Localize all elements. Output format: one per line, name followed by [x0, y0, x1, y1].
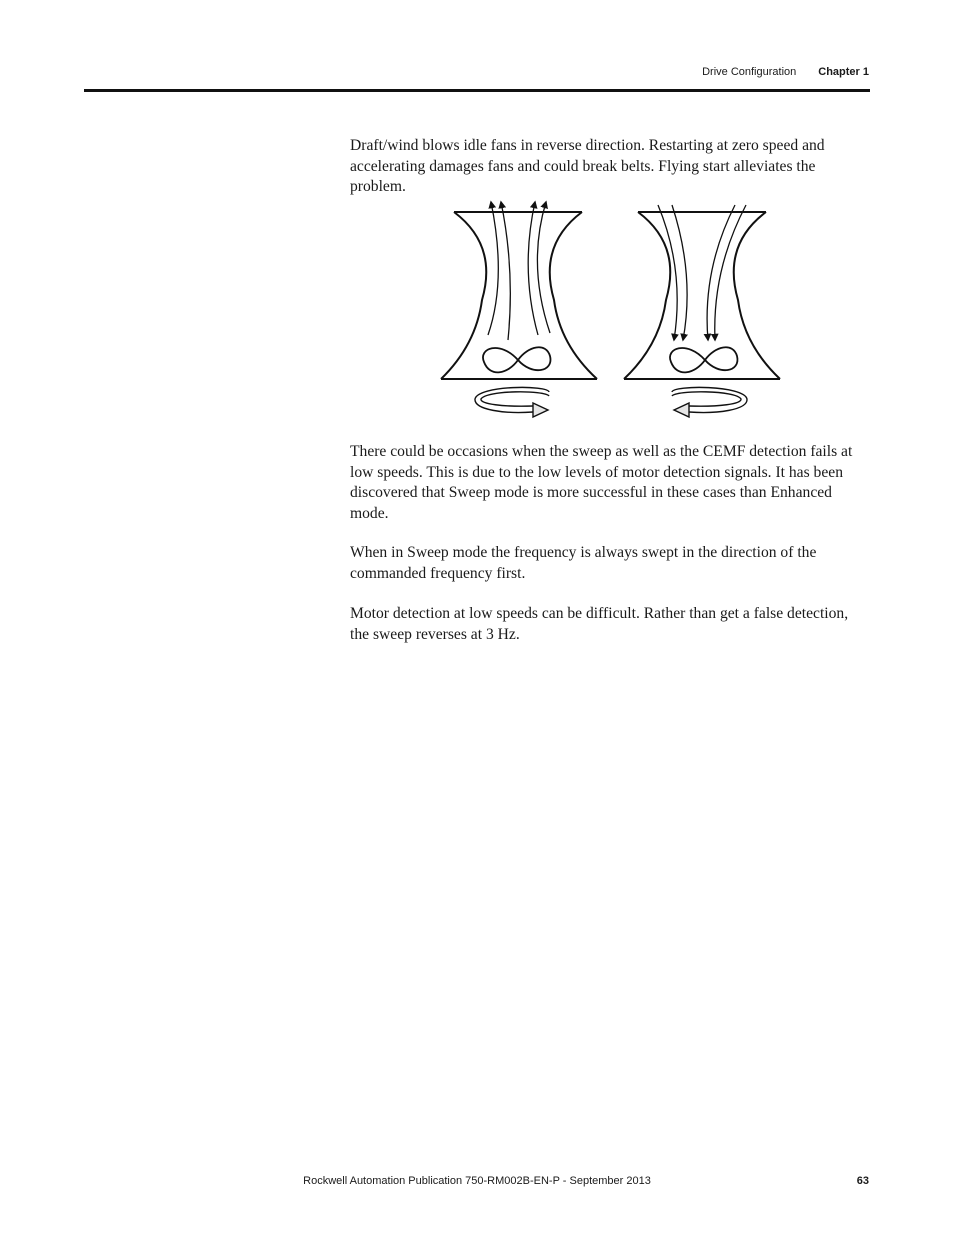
right-tower	[624, 212, 780, 379]
header-rule	[84, 89, 870, 92]
header-chapter: Chapter 1	[818, 66, 869, 78]
page-number: 63	[856, 1175, 869, 1187]
paragraph-low-speed-detection: There could be occasions when the sweep as well as the CEMF detection fails at low speeds. This is due to the low levels of motor detection signals. It has been discovered that Sweep mode is more successful in these cases than Enhanced mode.	[350, 443, 853, 522]
right-rotation-arrow-icon	[672, 387, 747, 417]
paragraph-sweep-reverses: Motor detection at low speeds can be difficult. Rather than get a false detection, the sweep reverses at 3 Hz.	[350, 605, 849, 643]
fan-tower-figure	[436, 195, 782, 425]
footer-publication: Rockwell Automation Publication 750-RM002B-EN-P - September 2013	[303, 1175, 651, 1187]
left-fan-icon	[483, 347, 550, 372]
right-fan-icon	[670, 347, 737, 372]
left-tower	[441, 212, 597, 379]
paragraph-draft-wind: Draft/wind blows idle fans in reverse direction. Restarting at zero speed and accelerating damages fans and could break belts. Flying start alleviates the problem.	[350, 137, 825, 195]
header-section: Drive Configuration	[702, 66, 797, 78]
running-header	[702, 66, 869, 78]
left-rotation-arrow-icon	[475, 387, 549, 417]
paragraph-sweep-mode: When in Sweep mode the frequency is always swept in the direction of the commanded frequency first.	[350, 544, 817, 582]
left-airflow-up-arrows	[488, 202, 550, 340]
